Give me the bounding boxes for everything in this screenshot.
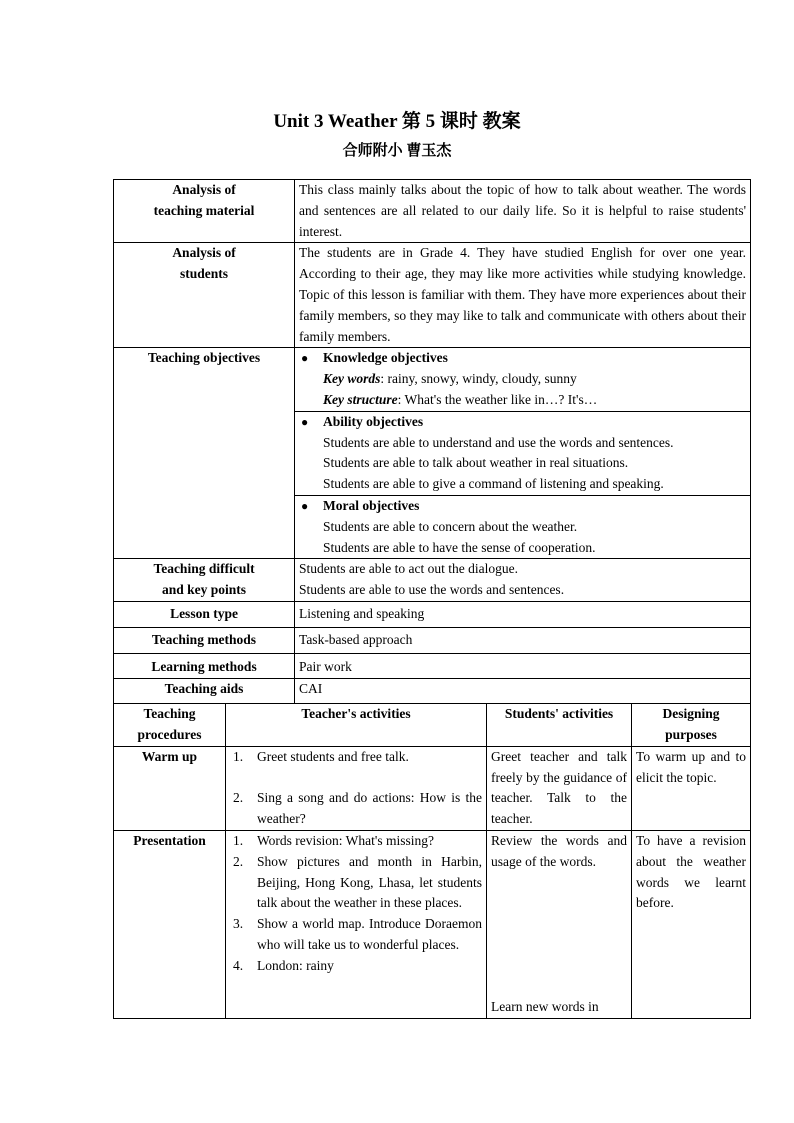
students-label: Analysis of students bbox=[114, 243, 295, 348]
teaching-aids-row bbox=[114, 679, 751, 704]
bullet-icon: ● bbox=[301, 414, 309, 429]
list-item: 1. Words revision: What's missing? bbox=[233, 832, 434, 848]
presentation-row bbox=[114, 830, 751, 1018]
material-label: Analysis of teaching material bbox=[114, 180, 295, 243]
lesson-plan-table bbox=[113, 179, 751, 1019]
teaching-methods-value: Task-based approach bbox=[295, 627, 751, 653]
ability-title: Ability objectives bbox=[323, 413, 424, 429]
students-activities-header: Students' activities bbox=[487, 704, 632, 747]
learning-methods-row bbox=[114, 653, 751, 679]
teaching-methods-row bbox=[114, 627, 751, 653]
key-words-line: Key words: rainy, snowy, windy, cloudy, sunny bbox=[323, 371, 577, 387]
objectives-label: Teaching objectives bbox=[114, 348, 295, 559]
knowledge-objectives bbox=[295, 348, 751, 411]
learning-methods-value: Pair work bbox=[295, 653, 751, 679]
material-row bbox=[114, 180, 751, 243]
moral-objectives: ● Moral objectives Students are able to concern about the weather. Students are able to have the sense of cooperation. bbox=[295, 495, 751, 558]
difficult-row bbox=[114, 559, 751, 602]
list-item: 4. London: rainy bbox=[233, 957, 334, 973]
key-structure-line: Key structure: What's the weather like in…? It's… bbox=[323, 391, 598, 407]
bullet-icon: ● bbox=[301, 498, 309, 513]
document-title: Unit 3 Weather 第 5 课时 教案 bbox=[273, 111, 521, 132]
teacher-activities-header: Teacher's activities bbox=[226, 704, 487, 747]
difficult-label: Teaching difficult and key points bbox=[114, 559, 295, 602]
lesson-type-value: Listening and speaking bbox=[295, 601, 751, 627]
objectives-row-knowledge bbox=[114, 348, 751, 411]
warm-up-row bbox=[114, 746, 751, 830]
list-item: 1. Greet students and free talk. bbox=[233, 748, 409, 764]
learning-methods-label: Learning methods bbox=[114, 653, 295, 679]
warm-up-students: Greet teacher and talk freely by the guidance of teacher. Talk to the teacher. bbox=[487, 746, 632, 830]
warm-up-teacher bbox=[226, 746, 487, 830]
presentation-teacher bbox=[226, 830, 487, 1018]
ability-objectives: ● Ability objectives Students are able to understand and use the words and sentences. Students are able to talk about weather in real situations. Students are able to give a command of listening and speaking. bbox=[295, 411, 751, 495]
warm-up-purpose: To warm up and to elicit the topic. bbox=[632, 746, 751, 830]
material-text: This class mainly talks about the topic of how to talk about weather. The words and sentences are all related to our daily life. So it is helpful to raise students' interest. bbox=[295, 180, 751, 243]
teaching-methods-label: Teaching methods bbox=[114, 627, 295, 653]
lesson-type-label: Lesson type bbox=[114, 601, 295, 627]
document-subtitle bbox=[0, 139, 794, 160]
difficult-text: Students are able to act out the dialogue. Students are able to use the words and sentences. bbox=[295, 559, 751, 602]
procedures-header: Teaching procedures bbox=[114, 704, 226, 747]
teaching-aids-label: Teaching aids bbox=[114, 679, 295, 704]
knowledge-title: Knowledge objectives bbox=[323, 350, 448, 366]
presentation-purpose: To have a revision about the weather words we learnt before. bbox=[632, 830, 751, 1018]
list-item: 2. Sing a song and do actions: How is the weather? bbox=[233, 790, 483, 827]
presentation-students: Review the words and usage of the words. Learn new words in bbox=[487, 830, 632, 1018]
procedure-header-row bbox=[114, 704, 751, 747]
warm-up-stage: Warm up bbox=[114, 746, 226, 830]
list-item: 3. Show a world map. Introduce Doraemon who will take us to wonderful places. bbox=[233, 916, 483, 952]
students-text: The students are in Grade 4. They have studied English for over one year. According to their age, they may like more activities while studying knowledge. Topic of this lesson is familiar with them. They have more experiences about their family members, so they may like to talk and communicate with others about their family members. bbox=[295, 243, 751, 348]
lesson-type-row bbox=[114, 601, 751, 627]
presentation-stage: Presentation bbox=[114, 830, 226, 1018]
designing-purposes-header: Designing purposes bbox=[632, 704, 751, 747]
author-line: 合师附小 曹玉杰 bbox=[342, 143, 452, 159]
students-row bbox=[114, 243, 751, 348]
bullet-icon: ● bbox=[301, 351, 309, 366]
teaching-aids-value: CAI bbox=[295, 679, 751, 704]
moral-title: Moral objectives bbox=[323, 497, 420, 513]
list-item: 2. Show pictures and month in Harbin, Beijing, Hong Kong, Lhasa, let students talk about the weather in these places. bbox=[233, 853, 483, 911]
